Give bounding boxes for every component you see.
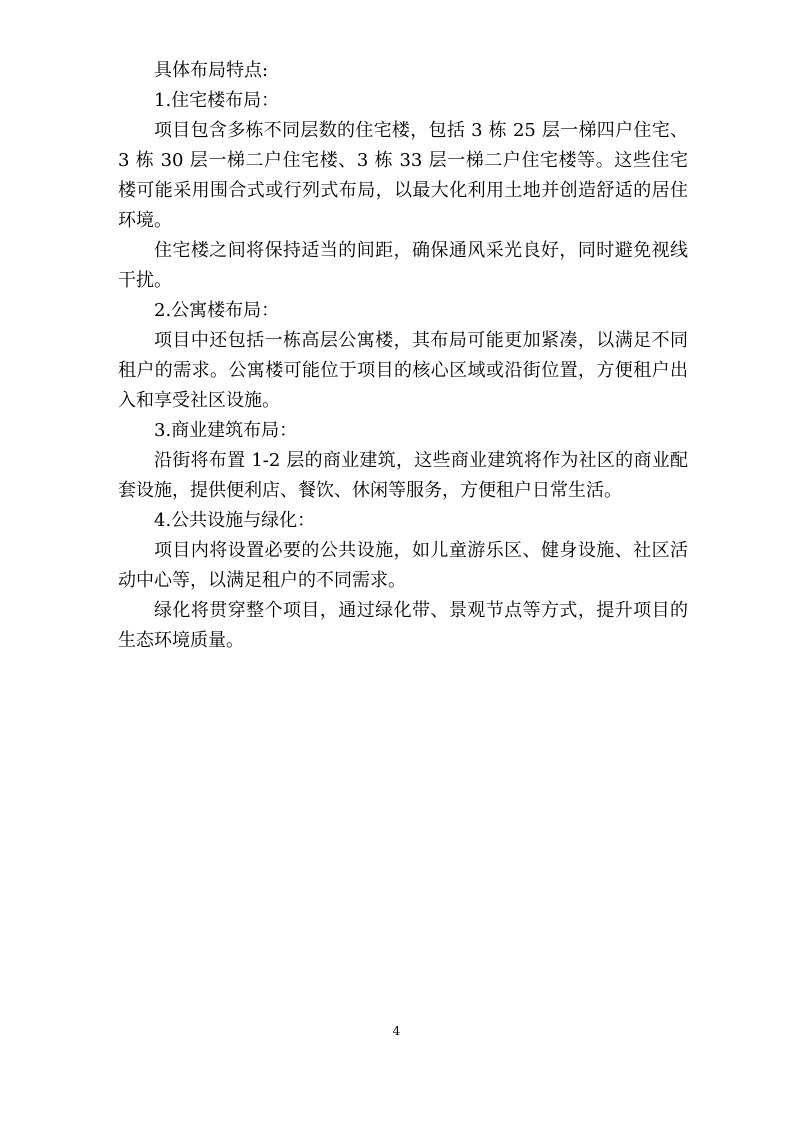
paragraph-commercial-heading: 3.商业建筑布局： — [154, 420, 298, 441]
paragraph-facilities-body: 项目内将设置必要的公共设施，如儿童游乐区、健身设施、社区活动中心等，以满足租户的不同需求。 — [118, 540, 688, 591]
document-body — [118, 56, 688, 656]
paragraph-residential-heading: 1.住宅楼布局： — [154, 90, 280, 111]
paragraph-residential-body-2: 住宅楼之间将保持适当的间距，确保通风采光良好，同时避免视线干扰。 — [118, 240, 688, 291]
page-number: 4 — [392, 1024, 401, 1038]
paragraph-facilities-heading: 4.公共设施与绿化： — [154, 510, 316, 531]
paragraph-apartment-body: 项目中还包括一栋高层公寓楼，其布局可能更加紧凑，以满足不同租户的需求。公寓楼可能位于项目的核心区域或沿街位置，方便租户出入和享受社区设施。 — [118, 330, 688, 411]
paragraph-commercial-body: 沿街将布置 1-2 层的商业建筑，这些商业建筑将作为社区的商业配套设施，提供便利店、餐饮、休闲等服务，方便租户日常生活。 — [118, 450, 688, 501]
paragraph-greening-body: 绿化将贯穿整个项目，通过绿化带、景观节点等方式，提升项目的生态环境质量。 — [118, 600, 688, 651]
paragraph-apartment-heading: 2.公寓楼布局： — [154, 300, 280, 321]
paragraph-layout-features-heading: 具体布局特点: — [154, 60, 269, 81]
paragraph-residential-body-1: 项目包含多栋不同层数的住宅楼，包括 3 栋 25 层一梯四户住宅、3 栋 30 层一梯二户住宅楼、3 栋 33 层一梯二户住宅楼等。这些住宅楼可能采用围合式或行列式布局，以最大化利用土地并创造舒适的居住环境。 — [118, 120, 688, 231]
